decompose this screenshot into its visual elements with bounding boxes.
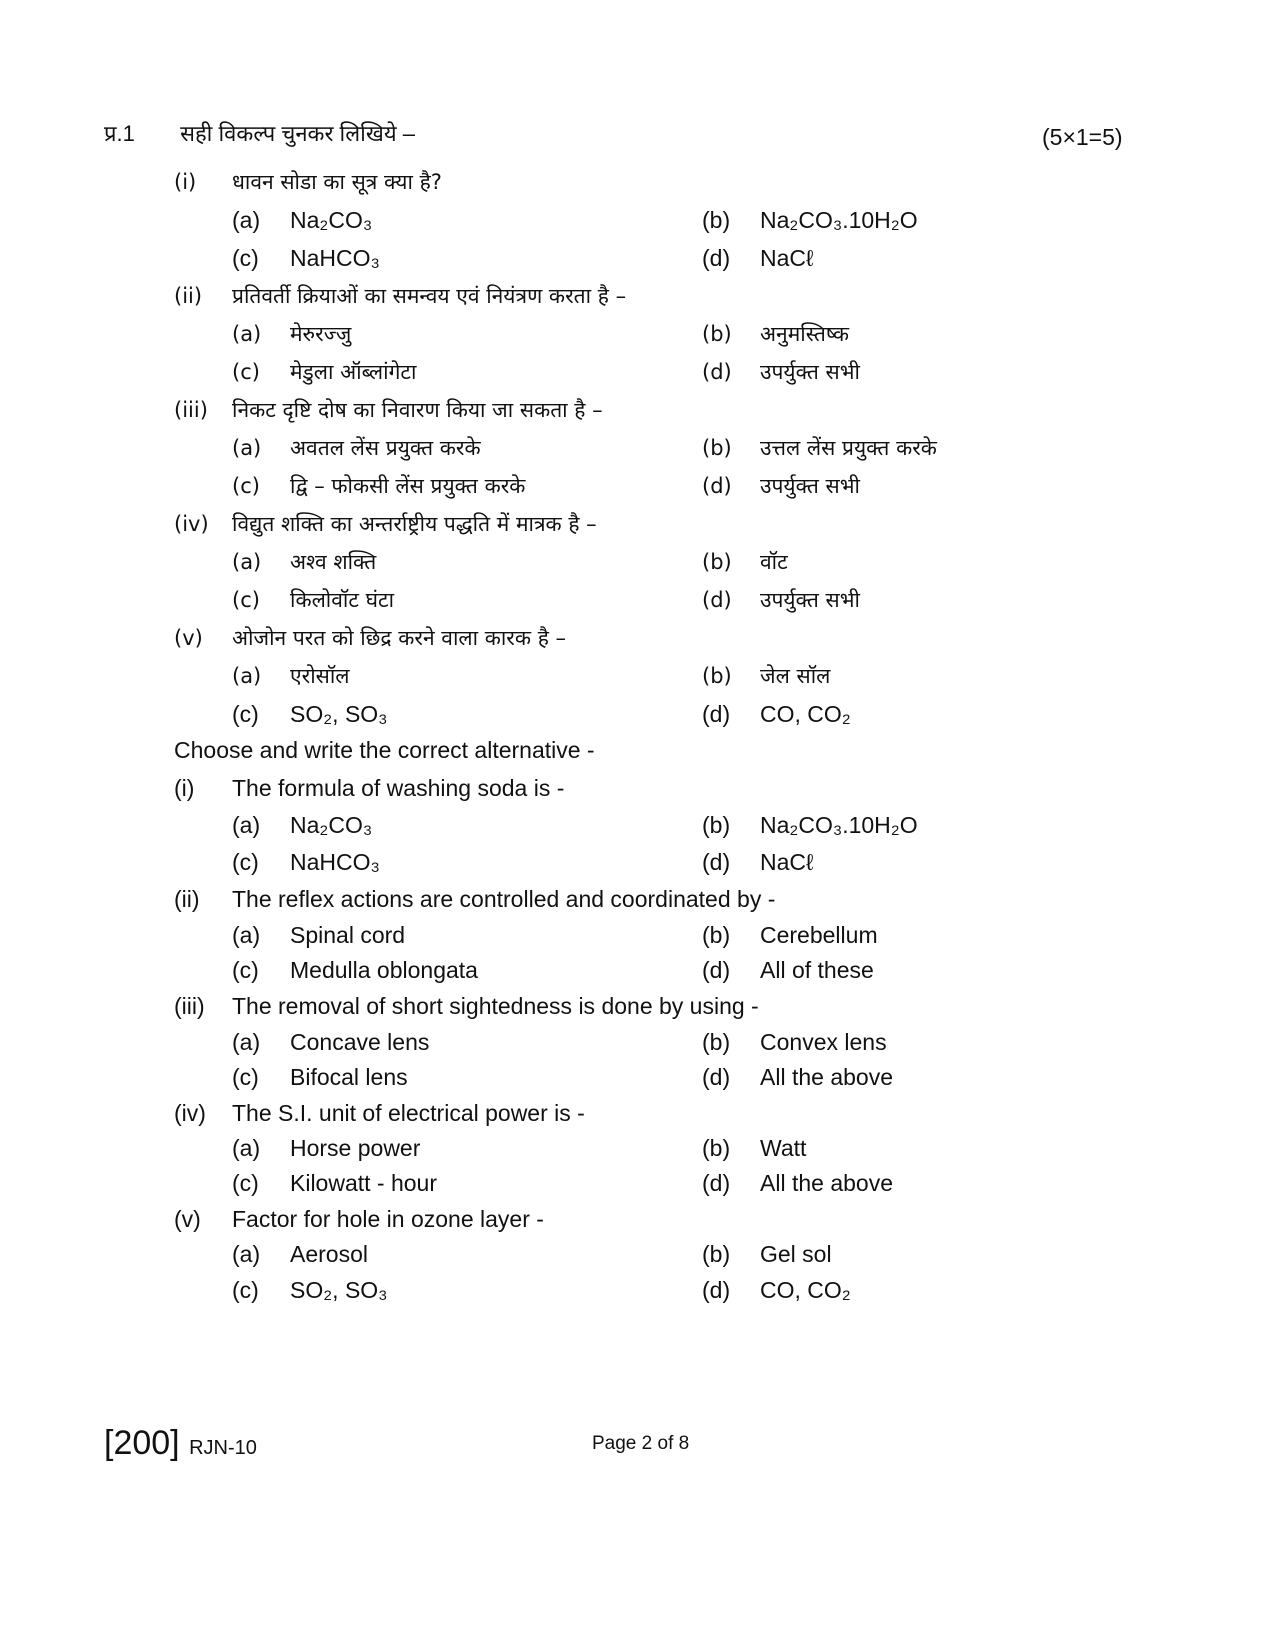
item-number: (iii) [174,398,208,422]
option-b: अनुमस्तिष्क [760,322,849,346]
option-d: उपर्युक्त सभी [760,360,860,384]
question-text: विद्युत शक्ति का अन्तर्राष्ट्रीय पद्धति में मात्रक है – [232,512,597,536]
marks-total: [200] [104,1424,180,1462]
option-label: (d) [702,701,731,727]
item-number: (v) [174,626,203,650]
item-number: (iv) [174,512,209,536]
option-label: (c) [232,849,259,875]
option-b: Na₂CO₃.10H₂O [760,207,918,233]
option-b: Watt [760,1135,807,1161]
question-row [174,168,442,196]
option-b: उत्तल लेंस प्रयुक्त करके [760,436,937,460]
option-label: (c) [232,474,260,498]
option-d: NaCℓ [760,245,814,271]
option-d: CO, CO₂ [760,701,851,727]
option-d: All the above [760,1064,893,1090]
question-text: The S.I. unit of electrical power is - [232,1100,585,1126]
option-d: उपर्युक्त सभी [760,588,860,612]
option-label: (b) [702,664,732,688]
question-text: The reflex actions are controlled and coordinated by - [232,886,776,912]
option-label: (b) [702,436,732,460]
question-row [174,1205,544,1233]
item-number: (i) [174,170,197,194]
option-c: द्वि – फोकसी लेंस प्रयुक्त करके [290,474,526,498]
option-row [232,956,874,984]
instruction-hindi: सही विकल्प चुनकर लिखिये – [180,121,415,146]
option-label: (b) [702,1241,731,1267]
question-row [174,624,566,652]
option-a: एरोसॉल [290,664,350,688]
question-row [174,282,626,310]
option-b: Na₂CO₃.10H₂O [760,812,918,838]
option-label: (b) [702,812,731,838]
option-c: मेडुला ऑब्लांगेटा [290,360,417,384]
paper-id: RJN-10 [189,1437,257,1459]
option-row [232,358,860,386]
option-label: (c) [232,701,259,727]
option-label: (c) [232,588,260,612]
question-header [104,118,415,148]
question-row [174,1099,585,1127]
item-number: (i) [174,775,195,801]
option-a: मेरुरज्जु [290,322,352,346]
option-label: (a) [232,550,262,574]
option-c: NaHCO₃ [290,849,380,875]
option-b: जेल सॉल [760,664,831,688]
option-row [232,1134,806,1162]
option-label: (b) [702,322,732,346]
option-label: (d) [702,1064,731,1090]
question-text: ओजोन परत को छिद्र करने वाला कारक है – [232,626,567,650]
option-label: (d) [702,849,731,875]
option-label: (d) [702,1170,731,1196]
option-a: Horse power [290,1135,421,1161]
question-number: प्र.1 [104,121,135,146]
option-c: SO₂, SO₃ [290,701,388,727]
option-row [232,586,860,614]
option-a: Concave lens [290,1029,430,1055]
paper-code [104,1424,257,1463]
option-row [232,1063,893,1091]
option-label: (c) [232,1277,259,1303]
option-b: Gel sol [760,1241,832,1267]
option-label: (b) [702,550,732,574]
option-c: Medulla oblongata [290,957,478,983]
item-number: (ii) [174,886,200,912]
option-row [232,1276,851,1304]
option-row [232,662,830,690]
question-text: Factor for hole in ozone layer - [232,1206,544,1232]
option-row [232,1169,893,1197]
option-label: (a) [232,207,261,233]
item-number: (iv) [174,1100,206,1126]
option-d: उपर्युक्त सभी [760,474,860,498]
option-a: Aerosol [290,1241,368,1267]
question-row [174,774,564,802]
option-d: All the above [760,1170,893,1196]
question-row [174,885,775,913]
question-text: प्रतिवर्ती क्रियाओं का समन्वय एवं नियंत्रण करता है – [232,284,627,308]
option-label: (c) [232,1064,259,1090]
marks-allocation: (5×1=5) [1042,124,1123,150]
option-label: (d) [702,957,731,983]
option-label: (b) [702,922,731,948]
option-b: वॉट [760,550,788,574]
option-label: (a) [232,1029,261,1055]
option-label: (d) [702,360,732,384]
instruction-english: Choose and write the correct alternative - [174,737,595,763]
question-text: The removal of short sightedness is done by using - [232,993,759,1019]
option-label: (a) [232,436,262,460]
option-label: (a) [232,1135,261,1161]
option-c: Kilowatt - hour [290,1170,438,1196]
option-label: (c) [232,360,260,384]
option-row [232,1240,832,1268]
option-label: (d) [702,474,732,498]
option-a: अवतल लेंस प्रयुक्त करके [290,436,481,460]
option-label: (c) [232,1170,259,1196]
option-a: Na₂CO₃ [290,207,373,233]
option-label: (d) [702,1277,731,1303]
option-label: (b) [702,207,731,233]
option-label: (d) [702,588,732,612]
option-row [232,320,849,348]
option-row [232,921,878,949]
option-label: (d) [702,245,731,271]
option-label: (c) [232,957,259,983]
option-row [232,244,813,272]
option-row [232,1028,887,1056]
question-text: The formula of washing soda is - [232,775,565,801]
option-c: SO₂, SO₃ [290,1277,388,1303]
option-d: CO, CO₂ [760,1277,851,1303]
option-c: Bifocal lens [290,1064,408,1090]
option-row [232,434,937,462]
option-a: Spinal cord [290,922,406,948]
item-number: (iii) [174,993,205,1019]
option-c: NaHCO₃ [290,245,380,271]
option-label: (c) [232,245,259,271]
option-label: (a) [232,1241,261,1267]
option-label: (b) [702,1029,731,1055]
item-number: (ii) [174,284,203,308]
option-d: NaCℓ [760,849,814,875]
option-label: (b) [702,1135,731,1161]
option-label: (a) [232,922,261,948]
question-text: धावन सोडा का सूत्र क्या है? [232,170,442,194]
option-row [232,848,813,876]
option-c: किलोवॉट घंटा [290,588,395,612]
option-a: अश्व शक्ति [290,550,377,574]
question-row [174,992,759,1020]
question-text: निकट दृष्टि दोष का निवारण किया जा सकता है – [232,398,603,422]
option-a: Na₂CO₃ [290,812,373,838]
option-row [232,206,918,234]
option-label: (a) [232,322,262,346]
option-b: Cerebellum [760,922,878,948]
option-row [232,472,860,500]
question-row [174,396,603,424]
option-b: Convex lens [760,1029,887,1055]
option-d: All of these [760,957,874,983]
question-row [174,510,597,538]
page-number: Page 2 of 8 [592,1433,690,1454]
option-label: (a) [232,664,262,688]
option-row [232,548,788,576]
option-label: (a) [232,812,261,838]
option-row [232,811,918,839]
item-number: (v) [174,1206,201,1232]
option-row [232,700,851,728]
